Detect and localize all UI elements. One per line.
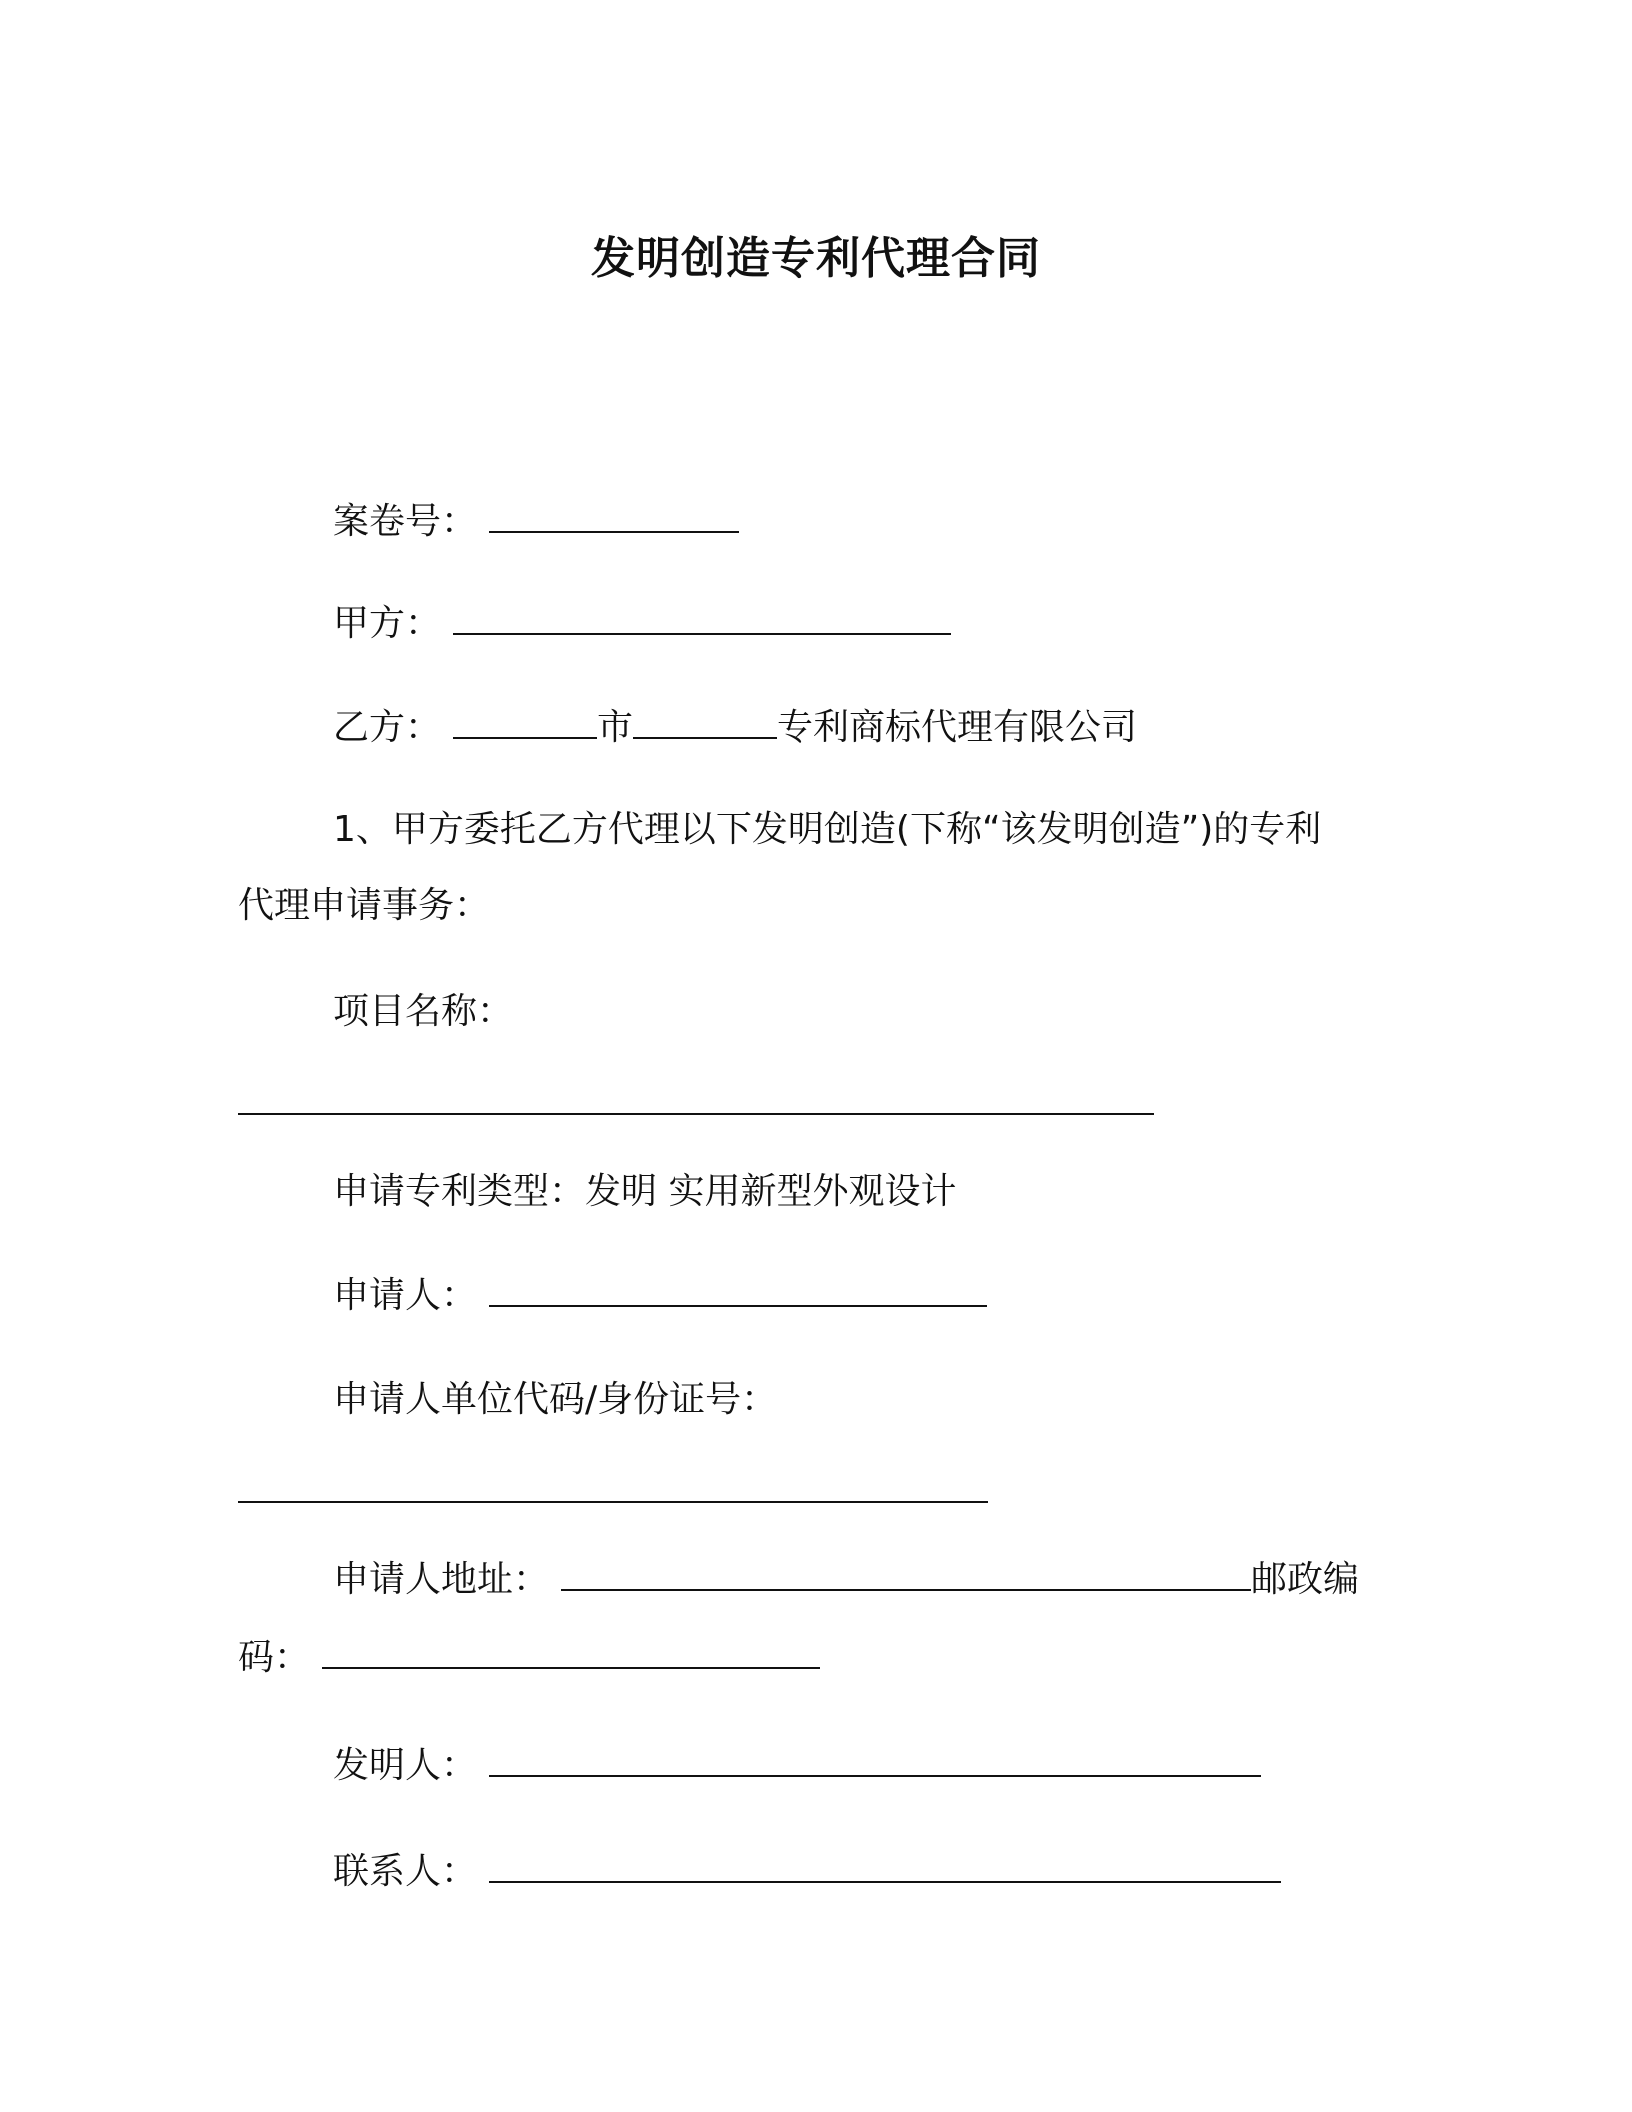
postal-code-line — [238, 1636, 820, 1680]
postal-code-label-part-1: 邮政编 — [1251, 1559, 1360, 1600]
party-b-city-suffix: 市 — [597, 707, 634, 748]
case-number-line — [333, 500, 739, 544]
case-number-blank[interactable] — [489, 501, 739, 533]
contact-blank[interactable] — [489, 1851, 1281, 1883]
case-number-label: 案卷号： — [333, 501, 478, 542]
postal-code-label-part-2: 码： — [238, 1637, 311, 1678]
applicant-address-line — [333, 1558, 1359, 1602]
project-name-line — [238, 1082, 1154, 1126]
applicant-id-line — [238, 1470, 988, 1514]
party-b-city-blank[interactable] — [453, 707, 597, 739]
project-name-label: 项目名称： — [333, 991, 514, 1032]
patent-type-label: 申请专利类型： — [333, 1171, 586, 1212]
document-title: 发明创造专利代理合同 — [591, 233, 1041, 284]
inventor-blank[interactable] — [489, 1745, 1261, 1777]
party-b-company-suffix: 专利商标代理有限公司 — [777, 707, 1138, 748]
clause-1-line-1: 1、甲方委托乙方代理以下发明创造(下称“该发明创造”)的专利 — [333, 809, 1322, 850]
party-b-name-blank[interactable] — [633, 707, 777, 739]
contact-label: 联系人： — [333, 1851, 478, 1892]
postal-code-blank[interactable] — [322, 1637, 820, 1669]
applicant-id-label: 申请人单位代码/身份证号： — [333, 1379, 778, 1420]
applicant-blank[interactable] — [489, 1275, 987, 1307]
project-name-blank[interactable] — [238, 1083, 1154, 1115]
applicant-id-blank[interactable] — [238, 1471, 988, 1503]
contact-line — [333, 1850, 1281, 1894]
inventor-label: 发明人： — [333, 1745, 478, 1786]
applicant-line — [333, 1274, 987, 1318]
applicant-address-blank[interactable] — [561, 1559, 1251, 1591]
applicant-label: 申请人： — [333, 1275, 478, 1316]
patent-type-line — [333, 1170, 956, 1214]
party-b-line — [333, 706, 1137, 750]
party-a-label: 甲方： — [333, 603, 442, 644]
party-a-blank[interactable] — [453, 603, 951, 635]
clause-1-line-2: 代理申请事务： — [238, 885, 491, 926]
party-b-label: 乙方： — [333, 707, 442, 748]
applicant-address-label: 申请人地址： — [333, 1559, 550, 1600]
inventor-line — [333, 1744, 1261, 1788]
patent-type-value: 发明 实用新型外观设计 — [585, 1171, 957, 1212]
party-a-line — [333, 602, 951, 646]
